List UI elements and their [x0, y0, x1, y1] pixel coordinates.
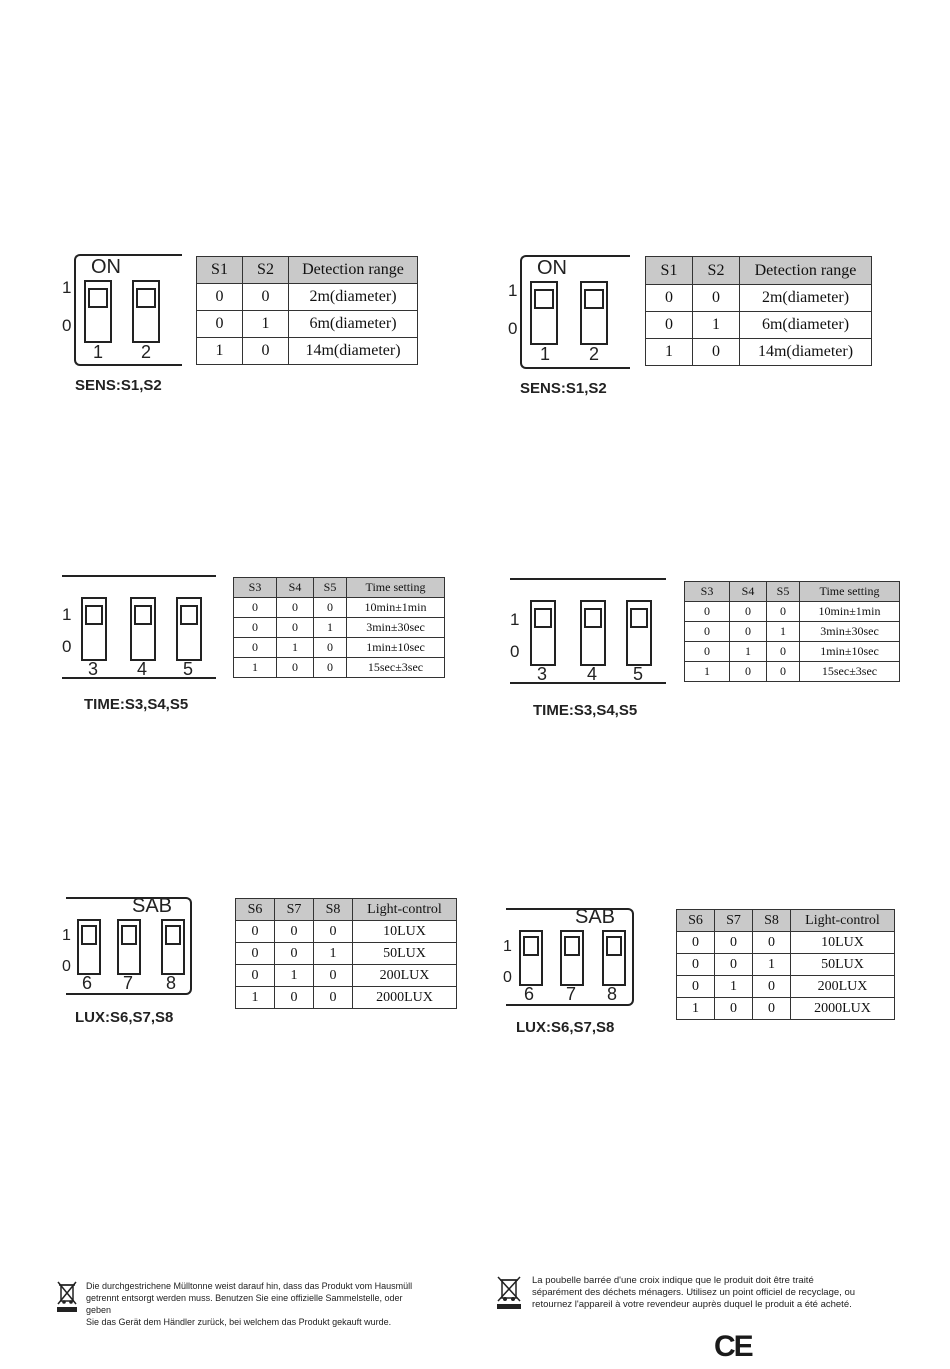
table-row: 1 0 0 15sec±3sec	[685, 662, 900, 682]
table-row: 0 0 1 3min±30sec	[234, 618, 445, 638]
dip-number-7: 7	[566, 984, 577, 1004]
dip-number-4: 4	[137, 659, 148, 679]
dip-number-1: 1	[540, 344, 551, 364]
dip-number-5: 5	[633, 664, 644, 684]
lux-dip-switch-right	[500, 906, 638, 1008]
german-disposal-note	[86, 1280, 416, 1328]
table-row: 1 0 14m(diameter)	[197, 338, 418, 365]
header-s2: S2	[693, 257, 740, 285]
header-time-setting: Time setting	[800, 582, 900, 602]
dip-pos-zero-label: 0	[62, 316, 72, 335]
dip-switch-5	[176, 597, 202, 661]
sens-caption-left: SENS:S1,S2	[75, 377, 162, 394]
table-row: 0 0 1 50LUX	[236, 943, 457, 965]
header-light-control: Light-control	[791, 910, 895, 932]
lux-table-right	[676, 909, 895, 1020]
header-s3: S3	[685, 582, 730, 602]
dip-switch-1	[530, 281, 558, 345]
ce-mark: CE	[714, 1330, 752, 1363]
dip-number-5: 5	[183, 659, 194, 679]
dip-number-1: 1	[93, 342, 104, 362]
dip-number-6: 6	[82, 973, 93, 993]
table-row: 1 0 0 15sec±3sec	[234, 658, 445, 678]
time-table-right	[684, 581, 900, 682]
dip-pos-one-label: 1	[62, 927, 71, 944]
dip-on-label: ON	[537, 257, 567, 279]
header-light-control: Light-control	[353, 899, 457, 921]
table-row: 0 1 0 200LUX	[677, 976, 895, 998]
table-row: 0 1 0 1min±10sec	[234, 638, 445, 658]
time-dip-switch-left	[60, 575, 220, 683]
french-note-line-2: séparément des déchets ménagers. Utilisez un point officiel de recyclage, ou	[532, 1287, 856, 1298]
header-time-setting: Time setting	[347, 578, 445, 598]
sens-table-right	[645, 256, 872, 366]
header-s7: S7	[275, 899, 314, 921]
dip-switch-7	[560, 930, 584, 986]
table-row: 0 0 1 3min±30sec	[685, 622, 900, 642]
dip-pos-one-label: 1	[62, 278, 72, 297]
table-row: 0 1 0 200LUX	[236, 965, 457, 987]
dip-number-4: 4	[587, 664, 598, 684]
dip-pos-one-label: 1	[508, 281, 518, 300]
table-row: 1 0 14m(diameter)	[646, 339, 872, 366]
header-s5: S5	[767, 582, 800, 602]
french-note-line-3: retournez l'appareil à votre revendeur auprès duquel le produit a été acheté.	[532, 1299, 852, 1310]
dip-switch-1	[84, 280, 112, 343]
french-note-line-1: La poubelle barrée d'une croix indique que le produit doit être traité	[532, 1275, 814, 1286]
dip-switch-4	[580, 600, 606, 666]
table-row: 0 0 0 10LUX	[677, 932, 895, 954]
dip-number-2: 2	[589, 344, 600, 364]
dip-switch-8	[602, 930, 626, 986]
table-row: 1 0 0 2000LUX	[677, 998, 895, 1020]
german-note-line-3: Sie das Gerät dem Händler zurück, bei welchem das Produkt gekauft wurde.	[86, 1317, 392, 1327]
sens-dip-switch-right	[506, 255, 630, 369]
dip-switch-6	[77, 919, 101, 975]
table-row: 0 1 0 1min±10sec	[685, 642, 900, 662]
time-caption-right: TIME:S3,S4,S5	[533, 702, 638, 719]
dip-number-8: 8	[166, 973, 177, 993]
sens-caption-right: SENS:S1,S2	[520, 380, 607, 397]
table-row: 0 1 6m(diameter)	[646, 312, 872, 339]
lux-dip-switch-left	[60, 895, 196, 997]
dip-pos-zero-label: 0	[62, 958, 71, 975]
header-detection-range: Detection range	[289, 257, 418, 284]
dip-number-3: 3	[88, 659, 99, 679]
dip-switch-6	[519, 930, 543, 986]
header-s4: S4	[277, 578, 314, 598]
dip-switch-5	[626, 600, 652, 666]
header-s3: S3	[234, 578, 277, 598]
dip-number-2: 2	[141, 342, 152, 362]
header-s8: S8	[314, 899, 353, 921]
dip-switch-4	[130, 597, 156, 661]
crossed-out-bin-icon	[56, 1279, 78, 1313]
time-dip-switch-right	[508, 578, 668, 688]
dip-pos-zero-label: 0	[508, 319, 518, 338]
dip-sab-label: SAB	[132, 895, 173, 917]
dip-switch-3	[81, 597, 107, 661]
header-detection-range: Detection range	[740, 257, 872, 285]
table-row: 0 1 6m(diameter)	[197, 311, 418, 338]
dip-number-3: 3	[537, 664, 548, 684]
header-s5: S5	[314, 578, 347, 598]
dip-pos-zero-label: 0	[62, 637, 72, 656]
lux-caption-right: LUX:S6,S7,S8	[516, 1019, 615, 1036]
crossed-out-bin-icon	[496, 1274, 522, 1310]
dip-number-6: 6	[524, 984, 535, 1004]
dip-switch-3	[530, 600, 556, 666]
header-s2: S2	[243, 257, 289, 284]
header-s6: S6	[677, 910, 715, 932]
dip-switch-2	[132, 280, 160, 343]
time-caption-left: TIME:S3,S4,S5	[84, 696, 189, 713]
table-row: 0 0 0 10min±1min	[685, 602, 900, 622]
header-s6: S6	[236, 899, 275, 921]
dip-pos-one-label: 1	[510, 610, 520, 629]
german-note-line-1: Die durchgestrichene Mülltonne weist darauf hin, dass das Produkt vom Hausmüll	[86, 1281, 413, 1291]
german-note-line-2: getrennt entsorgt werden muss. Benutzen Sie eine offizielle Sammelstelle, oder geben	[86, 1293, 403, 1315]
dip-number-8: 8	[607, 984, 618, 1004]
dip-pos-one-label: 1	[62, 605, 72, 624]
table-row: 0 0 2m(diameter)	[197, 284, 418, 311]
dip-switch-2	[580, 281, 608, 345]
table-row: 0 0 2m(diameter)	[646, 285, 872, 312]
dip-pos-zero-label: 0	[510, 642, 520, 661]
dip-switch-8	[161, 919, 185, 975]
dip-pos-zero-label: 0	[503, 969, 512, 986]
lux-table-left	[235, 898, 457, 1009]
table-row: 1 0 0 2000LUX	[236, 987, 457, 1009]
header-s8: S8	[753, 910, 791, 932]
sens-table-left	[196, 256, 418, 365]
dip-pos-one-label: 1	[503, 938, 512, 955]
dip-on-label: ON	[91, 256, 121, 278]
table-row: 0 0 0 10LUX	[236, 921, 457, 943]
dip-sab-label: SAB	[575, 906, 616, 928]
header-s1: S1	[197, 257, 243, 284]
dip-number-7: 7	[123, 973, 134, 993]
header-s7: S7	[715, 910, 753, 932]
dip-switch-7	[117, 919, 141, 975]
table-row: 0 0 1 50LUX	[677, 954, 895, 976]
time-table-left	[233, 577, 445, 678]
table-row: 0 0 0 10min±1min	[234, 598, 445, 618]
header-s4: S4	[730, 582, 767, 602]
french-disposal-note	[532, 1275, 892, 1311]
sens-dip-switch-left	[60, 254, 182, 366]
lux-caption-left: LUX:S6,S7,S8	[75, 1009, 174, 1026]
header-s1: S1	[646, 257, 693, 285]
